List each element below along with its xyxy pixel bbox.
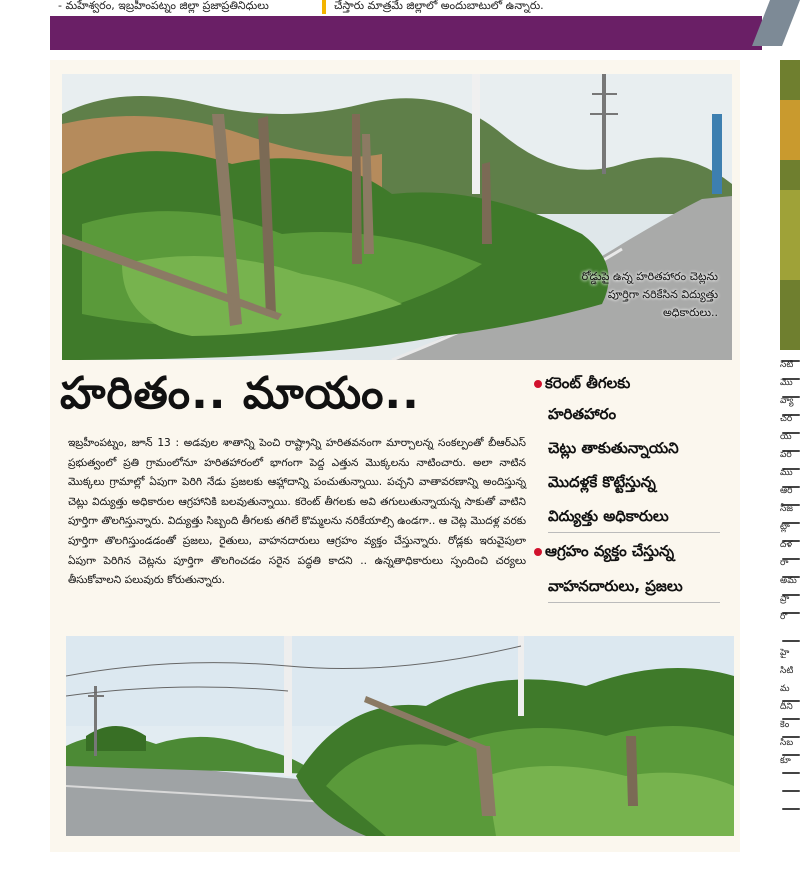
top-strip-right-text: చేస్తారు మాత్రమే జిల్లాలో అందుబాటులో ఉన్నారు. xyxy=(334,0,544,12)
bottom-photo-roadside-trees xyxy=(66,636,734,836)
bullet-dot-icon xyxy=(534,380,542,388)
adjacent-photo-fragment xyxy=(780,60,800,350)
purple-header-bar xyxy=(50,16,762,50)
bullet-dot-icon xyxy=(534,548,542,556)
highlight-1-first-line xyxy=(534,374,630,396)
top-strip-left-text: - మహేశ్వరం, ఇబ్రహీంపట్నం జిల్లా ప్రజాప్రతినిధులు xyxy=(58,0,269,12)
highlight-1-line-4: మొదళ్లకే కొట్టేస్తున్న xyxy=(548,473,656,491)
highlight-2-line-2: వాహనదారులు, ప్రజలు xyxy=(548,576,720,603)
highlight-2-line-1-text: ఆగ్రహం వ్యక్తం చేస్తున్న xyxy=(545,542,675,560)
adjacent-column-text: సిటి మొ వ్యా చర య పరి ము ఆరి సీజ ట్లా దళ రా అమ ప్రా రొ హై సిటి మ దీని కెం సిబ కూ xyxy=(780,360,797,766)
article-headline: హరితం.. మాయం.. xyxy=(60,368,420,419)
highlight-2-first-line xyxy=(534,542,674,564)
highlight-1-line-1-text: కరెంట్ తీగలకు xyxy=(545,374,631,392)
highlight-1-line-2: హరితహారం xyxy=(548,405,617,423)
article-body-text: ఇబ్రహీంపట్నం, జూన్ 13 : అడవుల శాతాన్ని పెంచి రాష్ట్రాన్ని హరితవనంగా మార్చాలన్న సంకల్పంతో బీఆర్‌ఎస్ ప్రభుత్వంలో ప్రతి గ్రామంలోనూ హరితహారంలో భాగంగా పెద్ద ఎత్తున మొక్కలను నాటించారు. అలా నాటిన మొక్కలు గ్రామాల్లో ఏపుగా పెరిగి నేడు ప్రజలకు ఆహ్లాదాన్ని పంచుతున్నాయి. పచ్చని వాతావరణాన్ని అందిస్తున్న చెట్లు విద్యుత్తు అధికారుల ఆగ్రహానికి బలవుతున్నాయి. కరెంట్ తీగలకు అవి తగులుతున్నాయన్న సాకుతో వాటిని పూర్తిగా తొలగిస్తున్నారు. విద్యుత్తు సిబ్బంది తీగలకు తగిలే కొమ్మలను నరికేయాల్సి ఉండగా.. ఆ చెట్ల మొదళ్ల వరకు పూర్తిగా తొలగిస్తుండడంతో ప్రజలు, రైతులు, వాహనదారులు ఆగ్రహం వ్యక్తం చేస్తున్నారు. రోడ్లకు ఇరువైపులా ఏపుగా పెరిగిన చెట్లను పూర్తిగా తొలగించడం సరైన పద్ధతి కాదని .. ఉన్నతాధికారులు స్పందించి చర్యలు తీసుకోవాలని పలువురు కోరుతున్నారు. xyxy=(68,437,526,587)
yellow-divider xyxy=(322,0,326,14)
grey-slash-decoration xyxy=(752,0,800,46)
highlight-1-line-5: విద్యుత్తు అధికారులు xyxy=(548,506,720,533)
highlight-1-line-3: చెట్లు తాకుతున్నాయని xyxy=(548,439,679,457)
top-photo-caption: రోడ్డుపై ఉన్న హరితహారం చెట్లను పూర్తిగా నరికేసిన విద్యుత్తు అధికారులు.. xyxy=(581,270,718,319)
